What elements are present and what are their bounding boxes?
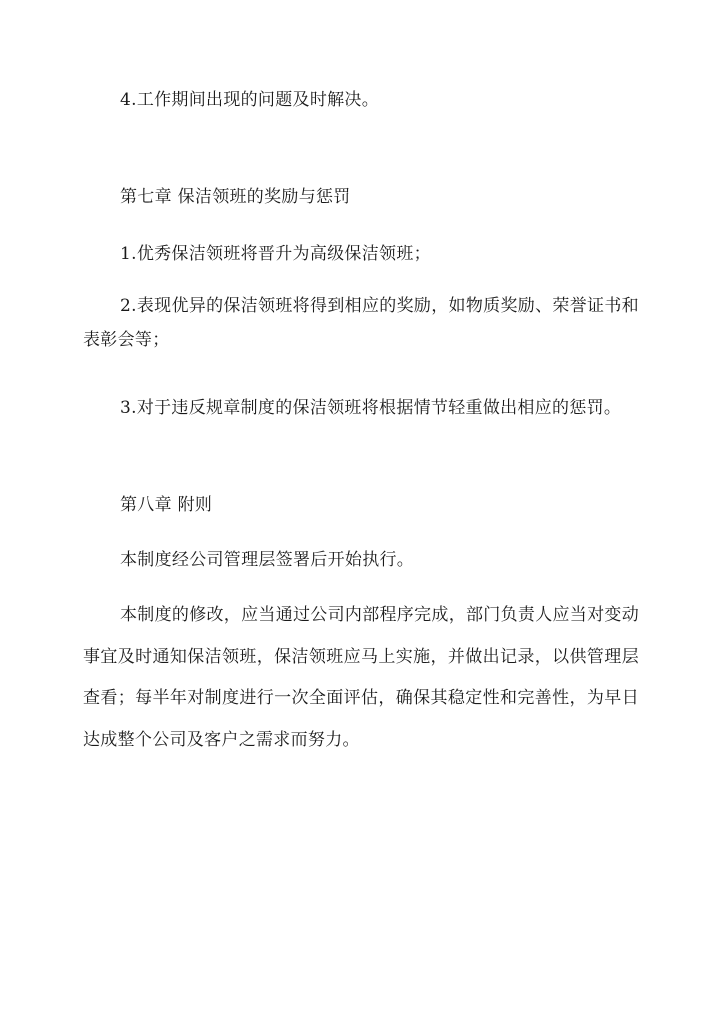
list-item-4: 4.工作期间出现的问题及时解决。 (120, 90, 380, 110)
chapter-7-heading: 第七章 保洁领班的奖励与惩罚 (120, 187, 351, 207)
chapter-8-paragraph-1: 本制度经公司管理层签署后开始执行。 (120, 550, 415, 570)
chapter-7-item-1: 1.优秀保洁领班将晋升为高级保洁领班； (120, 244, 431, 264)
chapter-7-item-3: 3.对于违反规章制度的保洁领班将根据情节轻重做出相应的惩罚。 (120, 398, 622, 418)
chapter-7-item-2: 2.表现优异的保洁领班将得到相应的奖励，如物质奖励、荣誉证书和表彰会等； (83, 296, 639, 350)
chapter-8-paragraph-2: 本制度的修改，应当通过公司内部程序完成，部门负责人应当对变动事宜及时通知保洁领班，保洁领班应马上实施，并做出记录，以供管理层查看；每半年对制度进行一次全面评估，确保其稳定性和完善性，为早日达成整个公司及客户之需求而努力。 (83, 605, 639, 750)
chapter-8-heading: 第八章 附则 (120, 495, 213, 515)
